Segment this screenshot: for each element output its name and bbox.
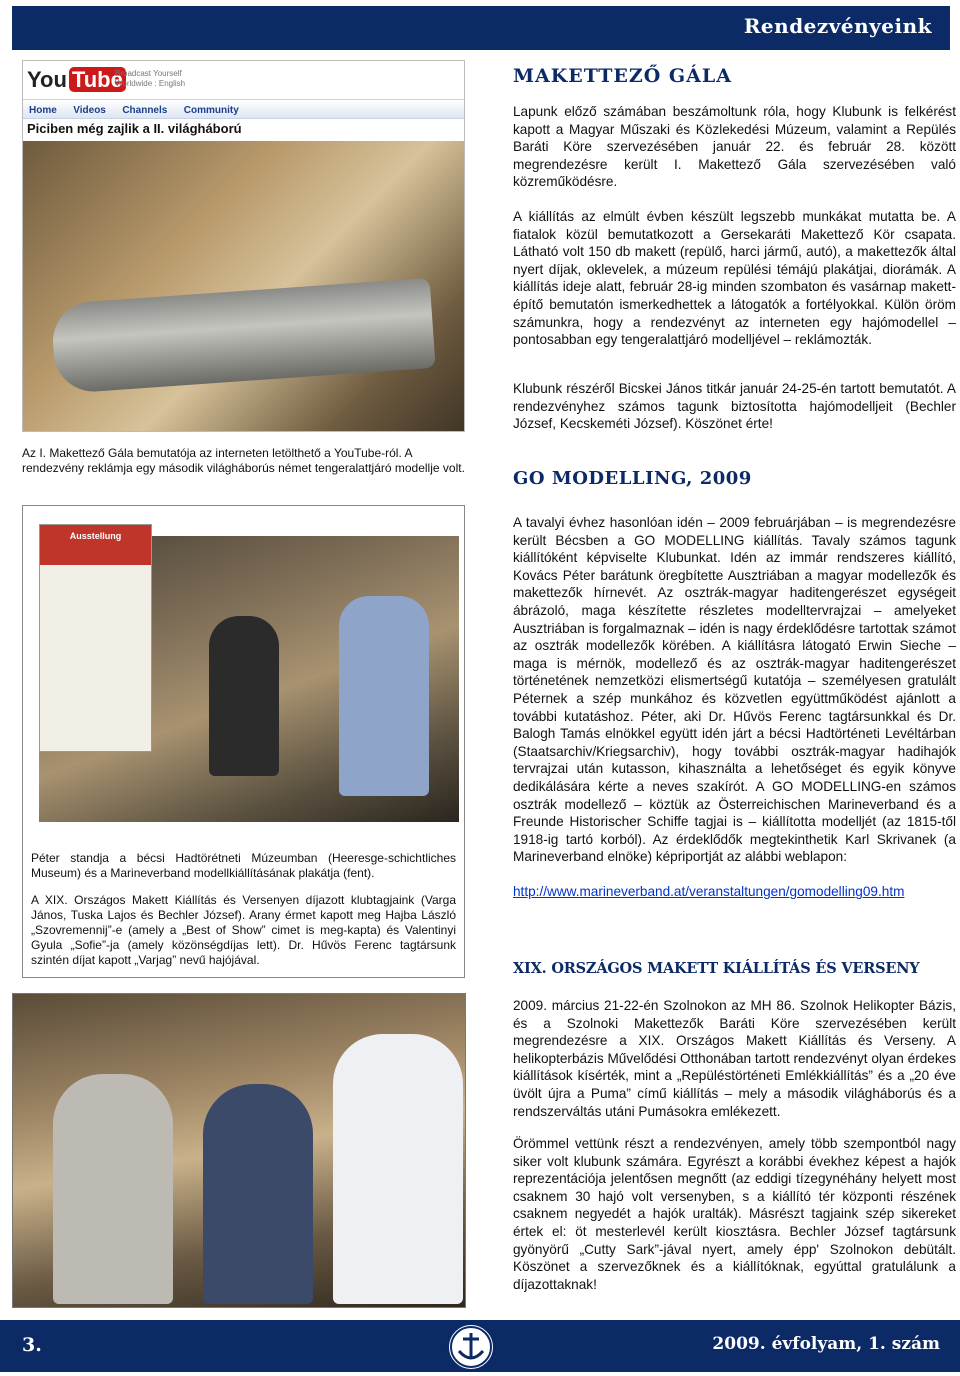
issue-info: 2009. évfolyam, 1. szám <box>712 1334 940 1354</box>
gomod-text: A tavalyi évhez hasonlóan idén – 2009 februárjában – is megrendezésre került Bécsben a GO MODELLING kiállítás. Tavaly számos tagunk kiállítóként képviselte Klubunkat. Idén az immár rendszeres kiállító, Kovács Péter barátunk öregbítette Ausztriában a magyar modellezők és makettezők hírnevét. Az osztrák-magyar haditengerészet egységeit ábrázoló, maga készítette részletes modelltervrajzai – amelyeket Ausztriában is forgalmaznak – idén is nagy érdeklődésre tartottak számot az osztrák modellezők körében. A kiállításra látogató Erwin Sieche – maga is mérnök, modellező és az osztrák-magyar haditengerészet történetének nemzetközi elismertségű kutatója – személyesen gratulált Péternek a szép munkához és közvetlen együttműködést ajánlott a további kutatáshoz. Péter, aki Dr. Hűvös Ferenc tagtársunkkal és Dr. Balogh Tamás elnökkel együtt idén járt a bécsi Hadtörténeti Levéltárban (Staatsarchiv/Kriegsarchiv), hogy további osztrák-magyar hadihajók tervrajzai után kutasson, kihasználta a lehetőséget és egyik könyve dedikálására kérte a neves szakírót. A GO MODELLING-en számos osztrák modellező – köztük az Österreichischen Marineverband és a Freunde Historischer Schiffe tagjai is – kiállította modelljét (az 1815-től 1918-ig tartó korból). Az érdeklődők megtekinthetik Karl Skrivanek (a Marineverband elnöke) képriportját az alábbi weblapon: <box>513 515 956 865</box>
youtube-nav <box>23 99 464 119</box>
youtube-screenshot <box>22 60 465 432</box>
marineverband-link[interactable]: http://www.marineverband.at/veranstaltungen/gomodelling09.htm <box>513 884 905 900</box>
photo2-caption-1: Péter standja a bécsi Hadtörétneti Múzeumban (Heeresge-schichtliches Museum) és a Marineverband modellkiállításának plakátja (fent). <box>31 851 456 880</box>
youtube-tagline <box>115 69 185 89</box>
photo-caption-box <box>22 505 465 978</box>
photo2-caption <box>31 851 456 968</box>
person-figure <box>53 1074 173 1304</box>
club-anchor-logo-icon <box>446 1322 496 1372</box>
person-figure <box>203 1084 313 1304</box>
photo2-caption-2: A XIX. Országos Makett Kiállítás és Versenyen díjazott klubtagjaink (Varga János, Tuska Lajos és Bechler József). Arany érmet kapott meg Hajba László „Szovremennij”-e (amely a „Best of Show” cimet is meg-kapta) és Valentinyi Gyula „Sofie”-ja (amely közönségdíjas lett). Dr. Hűvös Ferenc tagtársunk szintén díjat kapott „Varjag” nevű hajójával. <box>31 893 456 967</box>
youtube-logo-you: You <box>27 67 67 92</box>
youtube-logo-tube: Tube <box>69 67 126 92</box>
awardees-photo <box>12 993 466 1308</box>
submarine-model-image <box>50 278 435 394</box>
section-title: Rendezvényeink <box>743 14 932 38</box>
youtube-nav-community: Community <box>183 105 239 116</box>
xix-paragraph-2: Örömmel vettünk részt a rendezvényen, amely több szempontból nagy siker volt klubunk számára. Egyrészt a korábbi évekhez képest a hajók reprezentációja jelentősen megnőtt (az eddigi tízegynéhány helyett most csaknem 30 hajó volt versenyben, s a kiállító tér központi részének csaknem negyedét a hajók uralták). Másrészt tagjaink szép sikereket értek el: öt mesterlevél került kiosztásra. Bechler József tagtársunk gyönyörű „Cutty Sark”-jával nyert, amely épp' Szolnokon debütált. Köszönet a szervezőknek és a kiállítóknak, egyúttal gratulálunk a díjazottaknak! <box>513 1136 956 1292</box>
youtube-tagline-2: Worldwide : English <box>115 79 186 88</box>
exhibition-poster <box>39 524 152 752</box>
poster-header: Ausstellung <box>40 525 151 565</box>
xix-paragraph-1: 2009. március 21-22-én Szolnokon az MH 86. Szolnok Helikopter Bázis, és a Szolnoki Makettezők Baráti Köre szervezésében került megrendezésre a XIX. Országos Makett Kiállítás és Verseny. A helikopterbázis Művelődési Otthonában tartott rendezvényt olyan érdekes kiállítások kísérték, mint a „Repüléstörténeti Emlékkiállítás” és a „20 éve üvölt újra a Puma” című kiállítás – mely a második világháborús és a rendszerváltás utáni Pumásokra emlékezett. <box>513 998 956 1119</box>
heading-xix-kiallitas: XIX. ORSZÁGOS MAKETT KIÁLLÍTÁS ÉS VERSENY <box>513 960 920 977</box>
youtube-nav-channels: Channels <box>122 105 168 116</box>
gomod-paragraph <box>513 514 956 901</box>
makett-paragraph-3: Klubunk részéről Bicskei János titkár január 24-25-én tartott bemutatót. A rendezvényhez számos tagunk biztosította hajómodelljeit (Bechler József, Kecskeméti József). Köszönet érte! <box>513 381 956 432</box>
page-number: 3. <box>22 1334 42 1356</box>
youtube-video-frame <box>23 141 464 432</box>
youtube-nav-videos: Videos <box>73 105 106 116</box>
footer-bar <box>0 1320 960 1372</box>
youtube-video-title: Piciben még zajlik a II. világháború <box>27 121 242 136</box>
header-bar <box>12 6 950 50</box>
youtube-logo <box>27 67 126 93</box>
person-figure <box>209 616 279 776</box>
makett-paragraph-1: Lapunk előző számában beszámoltunk róla, hogy Klubunk is felkérést kapott a Magyar Műszaki és Közlekedési Múzeum, valamint a Repülés Baráti Köre szervezésében január 22. és február 28. között megrendezésre került I. Makettező Gála szervezésében való közreműködésre. <box>513 104 956 190</box>
youtube-caption: Az I. Makettező Gála bemutatója az interneten letölthető a YouTube-ról. A rendezvény reklámja egy második világháborús német tengeralattjáró modellje volt. <box>22 446 465 475</box>
youtube-nav-home: Home <box>29 105 57 116</box>
heading-go-modelling: GO MODELLING, 2009 <box>513 468 752 489</box>
person-figure <box>339 596 429 796</box>
youtube-tagline-1: Broadcast Yourself <box>115 69 182 78</box>
youtube-topbar <box>23 61 464 99</box>
heading-makettezo-gala: MAKETTEZŐ GÁLA <box>513 65 732 87</box>
makett-paragraph-2: A kiállítás az elmúlt évben készült legszebb munkákat mutatta be. A fiatalok közül bemutatkozott a Gersekaráti Makettező Kör csapata. Látható volt 150 db makett (repülő, harci jármű, autó), a makettezők által nyert díjak, oklevelek, a múzeum repülési témájú plakátjai, diorámák. A kiállítás ideje alatt, február 28-ig minden szombaton és vasárnap makett-építő bemutatón ismerkedhettek a látogatók a fortélyokkal. Külön öröm számunkra, hogy a rendezvényt az interneten egy hajómodellel – pontosabban egy tengeralattjáró modelljével – reklámozták. <box>513 209 956 348</box>
person-figure <box>333 1034 463 1304</box>
